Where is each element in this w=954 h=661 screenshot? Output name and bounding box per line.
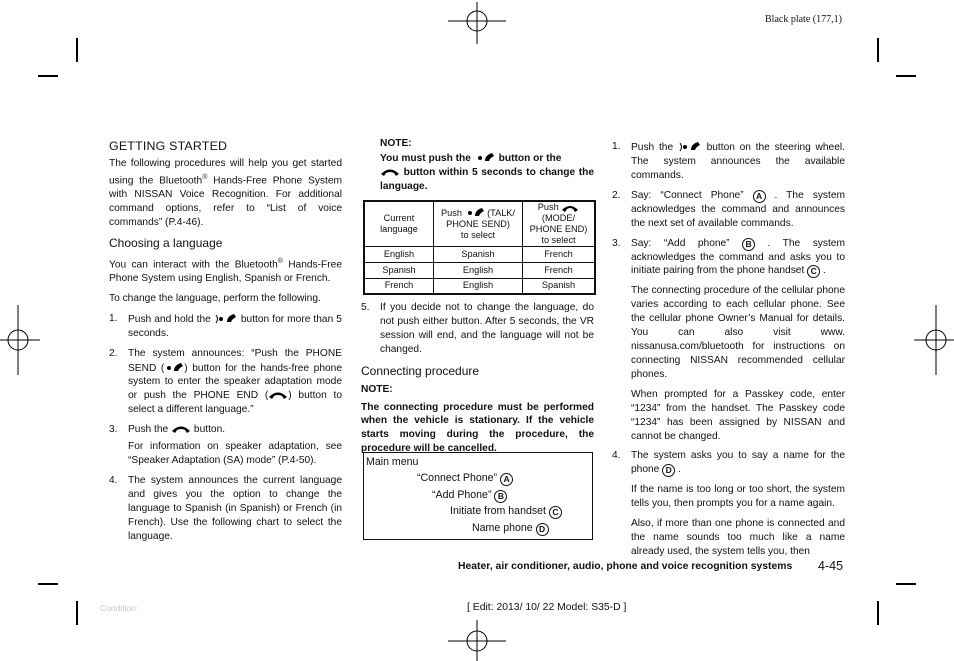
crop-mark [38, 75, 58, 77]
table-cell: Spanish [523, 278, 596, 294]
list-item: 4. The system announces the current language and gives you the option to change the language to Spanish (in Spanish) or French (in French). Use the following chart to select the language. [109, 474, 342, 542]
language-table [363, 200, 596, 296]
table-row [364, 262, 595, 278]
subsection-title: Choosing a language [109, 235, 223, 250]
plate-label: Black plate (177,1) [765, 14, 842, 25]
table-header-row [364, 201, 595, 247]
list-item: 1. Push and hold the button for more than 5 seconds. [109, 312, 342, 339]
table-cell: French [364, 278, 434, 294]
table-row [364, 246, 595, 262]
callout-c-icon: C [549, 506, 562, 519]
registration-mark-icon [0, 305, 40, 375]
table-header: Current language [364, 201, 434, 247]
talk-button-icon [678, 140, 702, 152]
menu-item: Initiate from handset C [450, 505, 562, 519]
section-title: GETTING STARTED [109, 139, 228, 153]
edit-info: [ Edit: 2013/ 10/ 22 Model: S35-D ] [467, 602, 627, 613]
crop-mark [76, 38, 78, 62]
callout-d-icon: D [662, 464, 675, 477]
callout-d-icon: D [536, 523, 549, 536]
intro-paragraph: The following procedures will help you get started using the Bluetooth® Hands-Free Phone System with NISSAN Voice Recognition. For additional command options, refer to “List of voice commands” (P.4-46). [109, 157, 342, 228]
menu-item: Name phone D [472, 522, 549, 536]
condition-label: Condition: [100, 603, 139, 613]
table-cell: French [523, 262, 596, 278]
list-item: 3. Push the button. [109, 424, 226, 436]
table-header: Push (MODE/ PHONE END) to select [523, 201, 596, 247]
note-text: The connecting procedure must be performed when the vehicle is stationary. If the vehicle starts moving during the procedure, the procedure will be cancelled. [361, 401, 594, 455]
note-text: You must push the button or the button within 5 seconds to change the language. [380, 152, 594, 192]
column-middle [361, 137, 594, 456]
paragraph: If the name is too long or too short, the system tells you, then prompts you for a name again. [631, 484, 845, 510]
menu-item: “Add Phone” B [432, 489, 507, 503]
main-menu-diagram [363, 452, 593, 540]
list-item: 2. Say: “Connect Phone” A . The system acknowledges the command and announces the next set of available commands. [612, 189, 845, 229]
section-footer: Heater, air conditioner, audio, phone and voice recognition systems [458, 561, 793, 572]
column-right [612, 140, 845, 565]
talk-button-icon [214, 312, 238, 324]
crop-mark [877, 601, 879, 625]
crop-mark [877, 38, 879, 62]
note-label: NOTE: [380, 138, 412, 149]
table-row [364, 278, 595, 294]
callout-c-icon: C [807, 265, 820, 278]
registration-mark-icon [448, 620, 506, 661]
list-item: 4. The system asks you to say a name for the phone D . [612, 450, 845, 476]
table-cell: English [434, 262, 523, 278]
table-cell: English [434, 278, 523, 294]
page-number: 4-45 [818, 559, 844, 573]
subsection-title: Connecting procedure [361, 363, 480, 378]
phone-end-icon [380, 167, 400, 177]
column-left [109, 140, 342, 549]
step-note: For information on speaker adaptation, see “Speaker Adaptation (SA) mode” (P.4-50). [128, 441, 342, 466]
callout-b-icon: B [742, 238, 755, 251]
crop-mark [896, 75, 916, 77]
phone-end-icon [561, 203, 579, 212]
table-cell: French [523, 246, 596, 262]
crop-mark [896, 583, 916, 585]
menu-title: Main menu [366, 456, 419, 468]
callout-a-icon: A [753, 190, 766, 203]
paragraph: The connecting procedure of the cellular phone varies according to each cellular phone. See the cellular phone Owner’s Manual for details. You can also visit www. nissanusa.com/bluetooth for instructions on connecting NISSAN recommended cellular phones. [631, 285, 845, 380]
phone-end-icon [268, 390, 288, 400]
menu-item: “Connect Phone” A [417, 472, 513, 486]
talk-button-icon [474, 151, 496, 163]
paragraph: Also, if more than one phone is connected and the name sounds too much like a name already used, the system tells you, then [631, 518, 845, 557]
change-instruction: To change the language, perform the following. [109, 292, 321, 304]
list-item: 1. Push the button on the steering wheel. The system announces the available commands. [612, 141, 845, 181]
language-intro: You can interact with the Bluetooth® Hands-Free Phone System using English, Spanish or French. [109, 257, 342, 285]
talk-button-icon [465, 207, 485, 218]
registration-mark-icon [448, 2, 506, 44]
list-item: 3. Say: “Add phone” B . The system acknowledges the command and asks you to initiate pairing from the phone handset C . [612, 237, 845, 277]
phone-end-icon [171, 424, 191, 434]
callout-b-icon: B [494, 490, 507, 503]
table-cell: Spanish [364, 262, 434, 278]
talk-button-icon [164, 361, 184, 373]
callout-a-icon: A [500, 473, 513, 486]
paragraph: When prompted for a Passkey code, enter “1234” from the handset. The Passkey code “1234” has been assigned by NISSAN and cannot be changed. [631, 388, 845, 442]
table-header: Push (TALK/ PHONE SEND) to select [434, 201, 523, 247]
list-item: 5. If you decide not to change the language, do not push either button. After 5 seconds, the VR session will end, and the language will not be changed. [361, 302, 594, 355]
crop-mark [38, 583, 58, 585]
note-label: NOTE: [361, 383, 393, 395]
table-cell: English [364, 246, 434, 262]
list-item: 2. The system announces: “Push the PHONE SEND ( ) button for the hands-free phone system to enter the speaker adaptation mode or push the PHONE END ( ) button to select a different language.” [109, 347, 343, 416]
crop-mark [76, 601, 78, 625]
table-cell: Spanish [434, 246, 523, 262]
registration-mark-icon [914, 305, 954, 375]
